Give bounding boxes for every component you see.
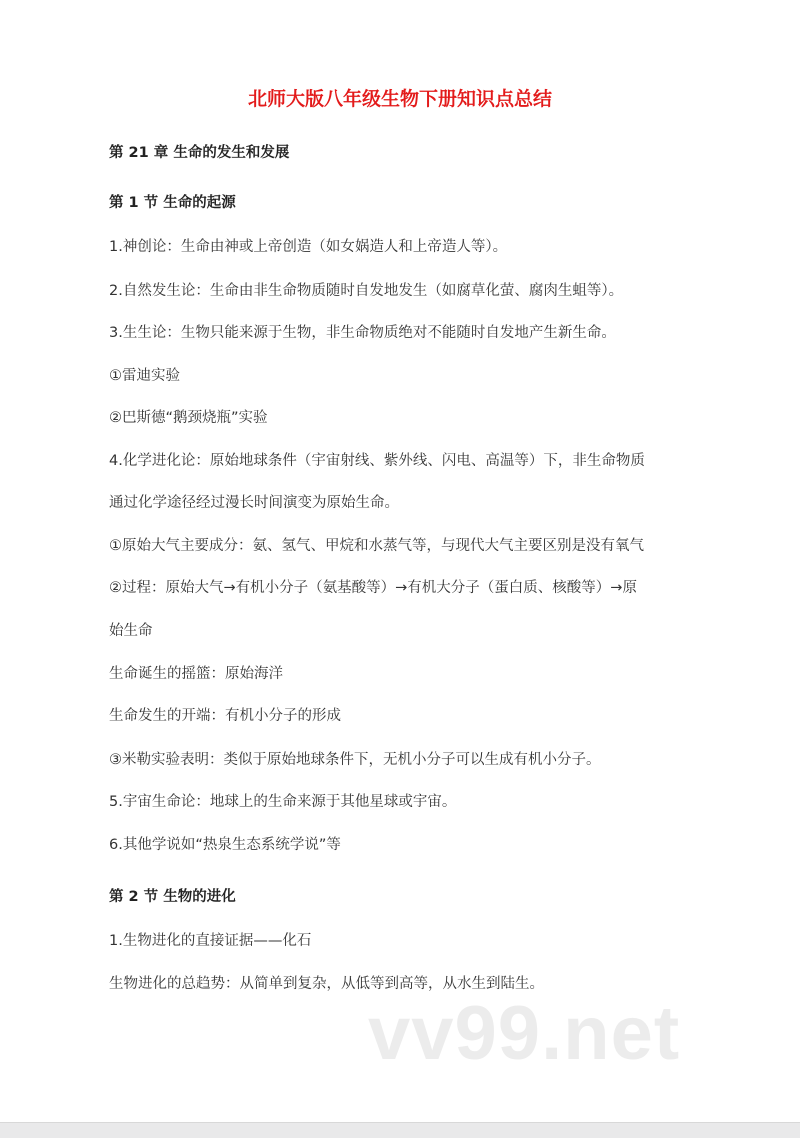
section-heading: 第 2 节 生物的进化 bbox=[109, 889, 236, 905]
paragraph: ③米勒实验表明：类似于原始地球条件下，无机小分子可以生成有机小分子。 bbox=[109, 752, 601, 768]
paragraph: 通过化学途径经过漫长时间演变为原始生命。 bbox=[109, 495, 399, 511]
paragraph: 3.生生论：生物只能来源于生物，非生命物质绝对不能随时自发地产生新生命。 bbox=[109, 325, 616, 341]
document-title: 北师大版八年级生物下册知识点总结 bbox=[247, 88, 552, 110]
paragraph: 1.生物进化的直接证据——化石 bbox=[109, 933, 312, 949]
paragraph: ②过程：原始大气→有机小分子（氨基酸等）→有机大分子（蛋白质、核酸等）→原 bbox=[109, 580, 637, 596]
paragraph: 2.自然发生论：生命由非生命物质随时自发地发生（如腐草化萤、腐肉生蛆等）。 bbox=[109, 283, 624, 299]
paragraph: 生物进化的总趋势：从简单到复杂，从低等到高等，从水生到陆生。 bbox=[109, 976, 544, 992]
paragraph: 始生命 bbox=[109, 623, 153, 639]
paragraph: 生命发生的开端：有机小分子的形成 bbox=[109, 708, 341, 724]
paragraph: 6.其他学说如“热泉生态系统学说”等 bbox=[109, 837, 341, 853]
paragraph: ②巴斯德“鹅颈烧瓶”实验 bbox=[109, 410, 268, 426]
paragraph: 1.神创论：生命由神或上帝创造（如女娲造人和上帝造人等）。 bbox=[109, 239, 508, 255]
paragraph: ①雷迪实验 bbox=[109, 368, 180, 384]
watermark: vv99.net bbox=[368, 991, 681, 1076]
paragraph: 4.化学进化论：原始地球条件（宇宙射线、紫外线、闪电、高温等）下，非生命物质 bbox=[109, 453, 645, 469]
section-heading: 第 1 节 生命的起源 bbox=[109, 195, 236, 211]
page-bottom-edge bbox=[0, 1122, 800, 1138]
paragraph: 5.宇宙生命论：地球上的生命来源于其他星球或宇宙。 bbox=[109, 794, 457, 810]
paragraph: ①原始大气主要成分：氨、氢气、甲烷和水蒸气等，与现代大气主要区别是没有氧气 bbox=[109, 538, 644, 554]
paragraph: 生命诞生的摇篮：原始海洋 bbox=[109, 666, 283, 682]
chapter-heading: 第 21 章 生命的发生和发展 bbox=[109, 145, 290, 161]
